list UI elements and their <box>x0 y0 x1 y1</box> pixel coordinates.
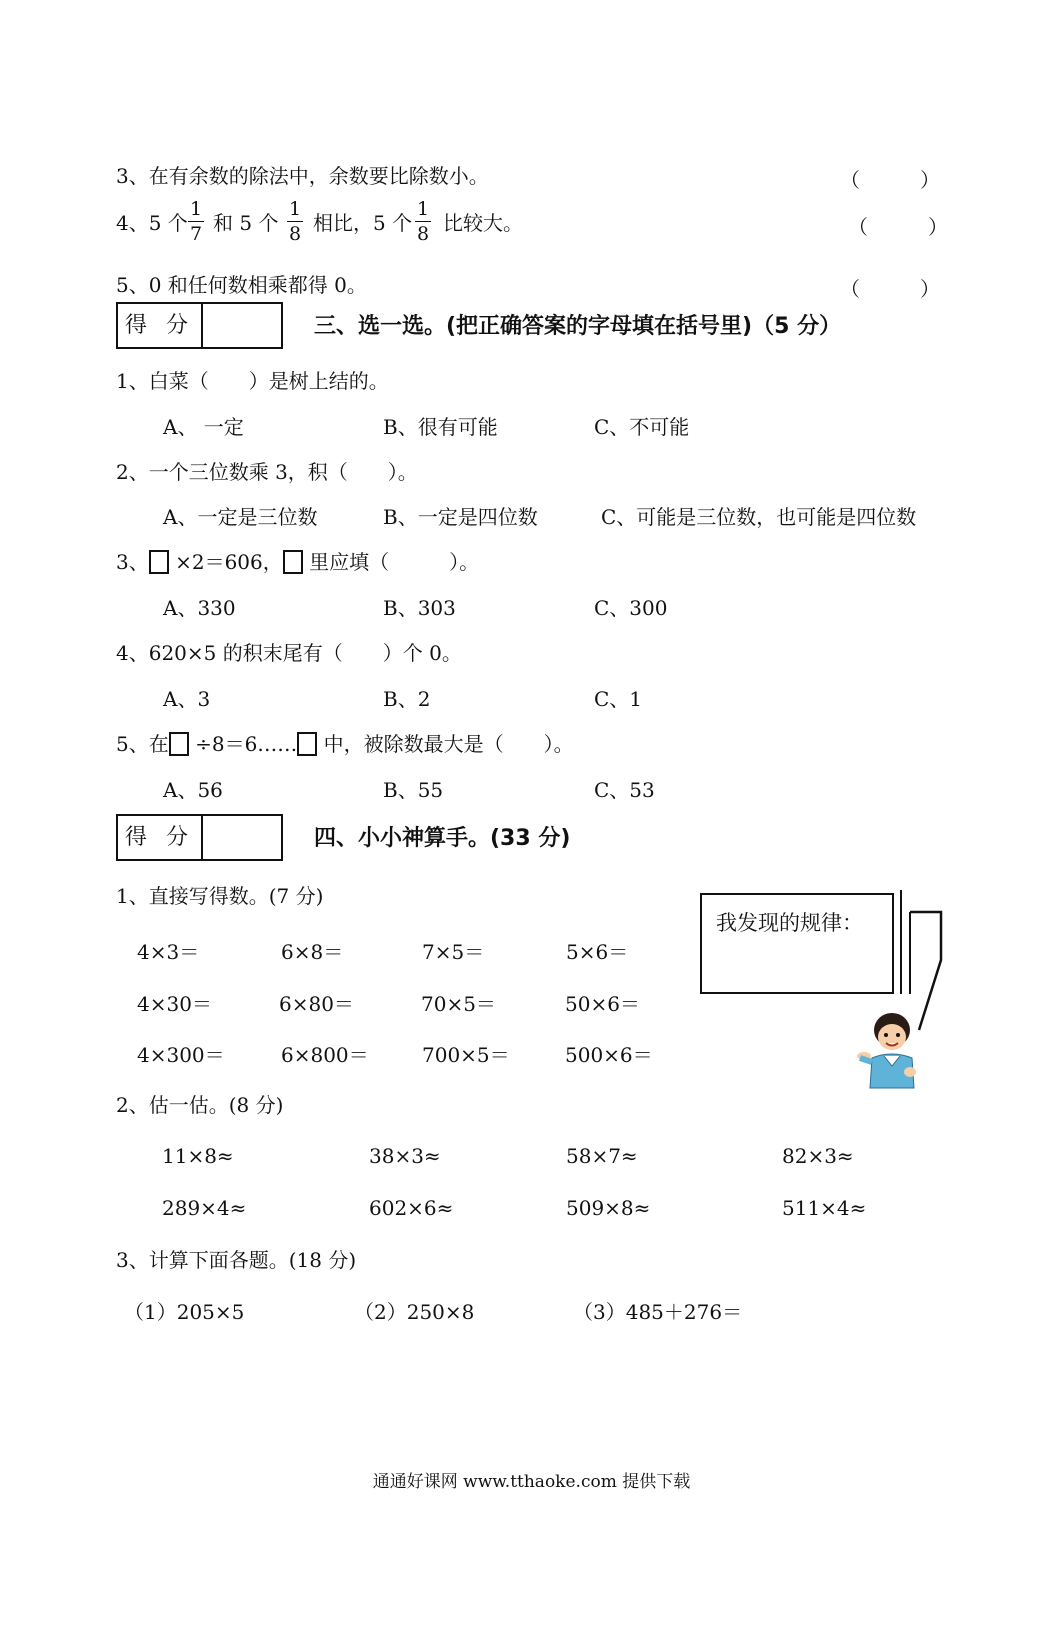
q3-3-mid: ×2＝606， <box>175 550 283 574</box>
compute-item: （1）205×5 <box>124 1300 245 1324</box>
option-a: A、3 <box>163 687 211 711</box>
calc-item: 4×300＝ <box>137 1043 225 1067</box>
q3-4-text: 4、620×5 的积末尾有（ ）个 0。 <box>116 641 462 665</box>
answer-paren[interactable]: （ ） <box>840 277 940 301</box>
option-a: A、330 <box>163 596 236 620</box>
q3-5-mid: ÷8＝6…… <box>195 732 298 756</box>
q3-5-prefix: 5、在 <box>116 732 169 756</box>
boy-illustration-icon <box>848 1010 938 1090</box>
blank-square[interactable] <box>297 732 317 756</box>
calc-item: 700×5＝ <box>422 1043 510 1067</box>
tf-item-4-part4: 比较大。 <box>443 211 523 235</box>
fraction: 1 8 <box>288 198 302 245</box>
q4-1-title: 1、直接写得数。(7 分) <box>116 884 324 908</box>
score-label: 得 分 <box>118 816 203 859</box>
calc-item: 500×6＝ <box>565 1043 653 1067</box>
option-c: C、可能是三位数，也可能是四位数 <box>601 505 917 529</box>
calc-item: 6×8＝ <box>281 940 344 964</box>
estimate-item: 289×4≈ <box>162 1196 247 1220</box>
calc-item: 5×6＝ <box>566 940 629 964</box>
option-c: C、1 <box>594 687 643 711</box>
score-box <box>116 302 283 349</box>
q3-5-text <box>116 732 574 756</box>
option-c: C、不可能 <box>594 415 690 439</box>
estimate-item: 509×8≈ <box>566 1196 651 1220</box>
calc-item: 4×3＝ <box>137 940 200 964</box>
calc-item: 4×30＝ <box>137 992 212 1016</box>
option-b: B、303 <box>383 596 456 620</box>
q4-3-title: 3、计算下面各题。(18 分) <box>116 1248 357 1272</box>
compute-item: （2）250×8 <box>354 1300 475 1324</box>
estimate-item: 602×6≈ <box>369 1196 454 1220</box>
q3-3-suffix: 里应填（ ）。 <box>309 550 480 574</box>
rule-box[interactable] <box>700 893 894 994</box>
score-blank[interactable] <box>203 816 281 859</box>
calc-item: 7×5＝ <box>422 940 485 964</box>
fraction: 1 8 <box>416 198 430 245</box>
score-blank[interactable] <box>203 304 281 347</box>
estimate-item: 82×3≈ <box>782 1144 854 1168</box>
option-c: C、53 <box>594 778 655 802</box>
blank-square[interactable] <box>169 732 189 756</box>
calc-item: 50×6＝ <box>565 992 640 1016</box>
answer-paren[interactable]: （ ） <box>848 215 948 239</box>
option-a: A、一定是三位数 <box>163 505 318 529</box>
q3-3-text <box>116 550 479 574</box>
section4-title: 四、小小神算手。(33 分) <box>314 826 571 851</box>
option-b: B、55 <box>383 778 444 802</box>
tf-item-4-part3: 相比，5 个 <box>313 211 413 235</box>
option-c: C、300 <box>594 596 668 620</box>
tf-item-5: 5、0 和任何数相乘都得 0。 <box>116 273 367 297</box>
q3-2-text: 2、一个三位数乘 3，积（ ）。 <box>116 460 418 484</box>
section3-title: 三、选一选。(把正确答案的字母填在括号里)（5 分） <box>314 314 842 339</box>
fraction: 1 7 <box>189 198 203 245</box>
estimate-item: 58×7≈ <box>566 1144 638 1168</box>
q4-2-title: 2、估一估。(8 分) <box>116 1093 284 1117</box>
score-label: 得 分 <box>118 304 203 347</box>
calc-item: 6×800＝ <box>281 1043 369 1067</box>
compute-item: （3）485＋276＝ <box>573 1300 743 1324</box>
option-b: B、很有可能 <box>383 415 498 439</box>
calc-item: 70×5＝ <box>421 992 496 1016</box>
calc-item: 6×80＝ <box>279 992 354 1016</box>
estimate-item: 11×8≈ <box>162 1144 234 1168</box>
blank-square[interactable] <box>149 550 169 574</box>
option-a: A、56 <box>163 778 223 802</box>
answer-paren[interactable]: （ ） <box>840 168 940 192</box>
q3-1-text: 1、白菜（ ）是树上结的。 <box>116 369 389 393</box>
footer-credit: 通通好课网 www.tthaoke.com 提供下载 <box>372 1472 691 1492</box>
blank-square[interactable] <box>283 550 303 574</box>
q3-5-suffix: 中，被除数最大是（ ）。 <box>323 732 574 756</box>
option-a: A、 一定 <box>163 415 244 439</box>
q3-3-prefix: 3、 <box>116 550 149 574</box>
tf-item-4-part2: 和 5 个 <box>213 211 279 235</box>
estimate-item: 38×3≈ <box>369 1144 441 1168</box>
tf-item-4-part1: 4、5 个 <box>116 211 188 235</box>
option-b: B、2 <box>383 687 431 711</box>
rule-label: 我发现的规律： <box>716 911 863 935</box>
option-b: B、一定是四位数 <box>383 505 538 529</box>
estimate-item: 511×4≈ <box>782 1196 867 1220</box>
score-box <box>116 814 283 861</box>
tf-item-3: 3、在有余数的除法中，余数要比除数小。 <box>116 164 489 188</box>
